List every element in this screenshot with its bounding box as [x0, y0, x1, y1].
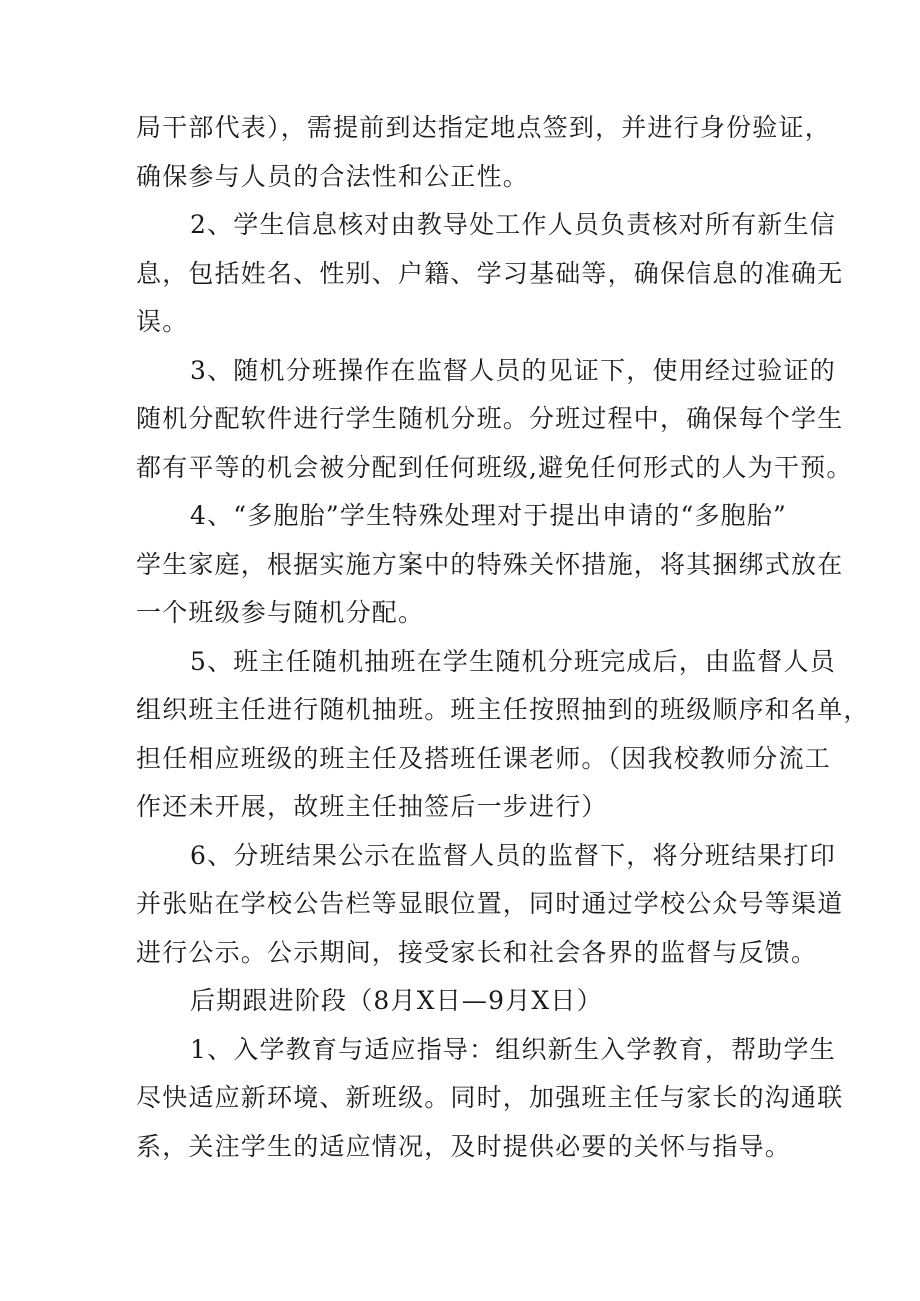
item-6-results-publication: 6、分班结果公示在监督人员的监督下，将分班结果打印	[190, 840, 836, 870]
item-5-head-teacher-draw: 5、班主任随机抽班在学生随机分班完成后，由监督人员	[190, 646, 836, 676]
item-1-orientation: 1、入学教育与适应指导：组织新生入学教育，帮助学生	[190, 1034, 836, 1064]
document-page	[136, 104, 870, 1171]
text-line-8: 都有平等的机会被分配到任何班级,避免任何形式的人为干预。	[136, 452, 853, 482]
text-line-10: 学生家庭，根据实施方案中的特殊关怀措施，将其捆绑式放在	[136, 549, 844, 579]
text-line-7: 随机分配软件进行学生随机分班。分班过程中，确保每个学生	[136, 404, 844, 433]
text-line-17: 并张贴在学校公告栏等显眼位置，同时通过学校公众号等渠道	[136, 889, 844, 918]
text-line-22: 系，关注学生的适应情况，及时提供必要的关怀与指导。	[136, 1131, 792, 1161]
text-line-15: 作还未开展，故班主任抽签后一步进行）	[136, 792, 608, 821]
text-line-18: 进行公示。公示期间，接受家长和社会各界的监督与反馈。	[136, 937, 818, 967]
text-line-1: 局干部代表），需提前到达指定地点签到，并进行身份验证，	[136, 113, 831, 142]
text-line-4: 息，包括姓名、性别、户籍、学习基础等，确保信息的准确无	[136, 258, 844, 288]
item-3-random-assignment: 3、随机分班操作在监督人员的见证下，使用经过验证的	[190, 355, 836, 385]
section-heading-follow-up: 后期跟进阶段（8月X日—9月X日）	[190, 986, 603, 1015]
item-4-multiple-births: 4、“多胞胎”学生特殊处理对于提出申请的“多胞胎”	[190, 501, 788, 530]
text-line-5: 误。	[136, 307, 189, 336]
text-line-21: 尽快适应新环境、新班级。同时，加强班主任与家长的沟通联	[136, 1083, 844, 1112]
text-line-2: 确保参与人员的合法性和公正性。	[136, 161, 530, 191]
text-line-11: 一个班级参与随机分配。	[136, 598, 425, 627]
text-line-14: 担任相应班级的班主任及搭班任课老师。（因我校教师分流工	[136, 743, 831, 773]
item-2-student-info-check: 2、学生信息核对由教导处工作人员负责核对所有新生信	[190, 210, 836, 239]
text-line-13: 组织班主任进行随机抽班。班主任按照抽到的班级顺序和名单，	[136, 695, 870, 724]
